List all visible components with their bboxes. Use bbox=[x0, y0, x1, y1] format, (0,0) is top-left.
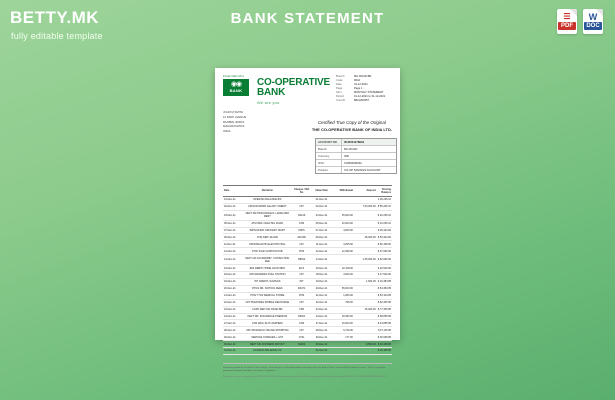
table-row bbox=[223, 341, 392, 348]
cell-value-date: 23-Dec-21 bbox=[312, 306, 331, 313]
table-row bbox=[223, 203, 392, 210]
cell-balance: 8,10,245.10 bbox=[377, 220, 392, 227]
table-header bbox=[223, 185, 392, 196]
cell-deposit bbox=[354, 196, 377, 203]
cell-date: 07-Dec-21 bbox=[223, 227, 244, 234]
cell-date: 12-Dec-21 bbox=[223, 248, 244, 255]
cell-deposit bbox=[354, 210, 377, 220]
cell-date: 19-Dec-21 bbox=[223, 278, 244, 285]
cell-reference: N2129 bbox=[291, 210, 312, 220]
cell-withdrawal bbox=[331, 196, 354, 203]
cell-reference: ATM bbox=[291, 220, 312, 227]
column-closing-balance: Closing Balance bbox=[377, 185, 392, 196]
word-w-icon: W bbox=[588, 12, 598, 22]
cell-date: 30-Dec-21 bbox=[223, 341, 244, 348]
account-key: IFSC bbox=[316, 160, 342, 166]
address-line: 12 PARK AVENUE bbox=[223, 114, 247, 119]
cell-reference: UPI bbox=[291, 272, 312, 279]
account-row bbox=[316, 167, 396, 173]
statement-meta bbox=[336, 75, 392, 103]
cell-narration: INT CREDIT- SAVINGS bbox=[244, 278, 292, 285]
cell-value-date: 01-Dec-21 bbox=[312, 196, 331, 203]
cell-value-date: 29-Dec-21 bbox=[312, 334, 331, 341]
cell-value-date: 20-Dec-21 bbox=[312, 285, 331, 292]
cell-deposit bbox=[354, 348, 377, 355]
cell-date: 02-Dec-21 bbox=[223, 203, 244, 210]
meta-value: 31-12-2021 bbox=[354, 83, 368, 87]
cell-value-date: 22-Dec-21 bbox=[312, 299, 331, 306]
cell-date: 05-Dec-21 bbox=[223, 220, 244, 227]
address-line: INDIA bbox=[223, 129, 231, 133]
table-row bbox=[223, 334, 392, 341]
cell-withdrawal bbox=[331, 278, 354, 285]
cell-withdrawal: 3,265.00 bbox=[331, 241, 354, 248]
cell-withdrawal bbox=[331, 348, 354, 355]
account-value: 0042001178934 bbox=[344, 139, 365, 144]
cell-balance: 8,54,384.85 bbox=[377, 285, 392, 292]
cell-balance: 8,53,104.85 bbox=[377, 292, 392, 299]
table-row bbox=[223, 272, 392, 279]
cell-deposit bbox=[354, 265, 377, 272]
cell-date: 01-Dec-21 bbox=[223, 196, 244, 203]
cell-value-date: 28-Dec-21 bbox=[312, 327, 331, 334]
cell-value-date: 14-Dec-21 bbox=[312, 255, 331, 265]
cell-withdrawal bbox=[331, 306, 354, 313]
account-row bbox=[316, 139, 396, 146]
account-row bbox=[316, 160, 396, 167]
cell-reference: R4471 bbox=[291, 285, 312, 292]
table-row bbox=[223, 241, 392, 248]
page-title: BANK STATEMENT bbox=[230, 10, 385, 27]
cell-withdrawal bbox=[331, 203, 354, 210]
table-row bbox=[223, 220, 392, 227]
brand-name: BETTY bbox=[10, 8, 67, 27]
page-header bbox=[0, 0, 615, 52]
bank-name: CO-OPERATIVE BANK bbox=[257, 77, 330, 98]
cell-deposit bbox=[354, 292, 377, 299]
meta-key: Code bbox=[336, 79, 343, 83]
cell-deposit: 48,000.00 bbox=[354, 234, 377, 241]
cell-reference: 442190 bbox=[291, 234, 312, 241]
certification-line-1: Certified True Copy of the Original bbox=[317, 120, 386, 125]
account-row bbox=[316, 146, 396, 153]
cell-balance: 1,05,245.10 bbox=[377, 196, 392, 203]
cell-date: 22-Dec-21 bbox=[223, 299, 244, 306]
cell-deposit bbox=[354, 227, 377, 234]
account-value: INR bbox=[344, 153, 349, 158]
table-row bbox=[223, 348, 392, 355]
table-row bbox=[223, 265, 392, 272]
cell-narration: UPI/ 551203994/ MOBILE RECHARGE bbox=[244, 299, 292, 306]
meta-key: Branch bbox=[336, 75, 345, 78]
cell-narration: SERVICE CHARGES + GST bbox=[244, 334, 292, 341]
bank-name-block bbox=[257, 75, 336, 105]
account-key: Product bbox=[316, 167, 342, 173]
cell-deposit bbox=[354, 272, 377, 279]
cell-balance: 8,36,938.85 bbox=[377, 334, 392, 341]
cell-value-date: 09-Dec-21 bbox=[312, 234, 331, 241]
footnote-line-2: For queries contact customer care 1800 000 0042 | The Co-operative Bank of India Ltd. Registered Office: MG Road, Mumbai 400001. CIN: L65110MH1952PLC009871. bbox=[223, 375, 387, 378]
cell-reference: UPI bbox=[291, 203, 312, 210]
meta-value: MONTHLY STATEMENT bbox=[354, 91, 384, 95]
cell-balance: 8,46,438.85 bbox=[377, 348, 392, 355]
cell-reference: ATM bbox=[291, 320, 312, 327]
brand-suffix: .MK bbox=[66, 8, 100, 27]
cell-date: 28-Dec-21 bbox=[223, 327, 244, 334]
table-row bbox=[223, 227, 392, 234]
cell-narration: POS/ 7719/ MEDICAL STORE bbox=[244, 292, 292, 299]
cell-withdrawal: 3,000.00 bbox=[331, 272, 354, 279]
cell-reference: CSH bbox=[291, 306, 312, 313]
cell-date: 24-Dec-21 bbox=[223, 313, 244, 320]
cell-date: 20-Dec-21 bbox=[223, 285, 244, 292]
cell-balance: 8,50,159.60 bbox=[377, 241, 392, 248]
table-body bbox=[223, 196, 392, 354]
bank-statement-page[interactable] bbox=[215, 68, 400, 378]
cell-reference bbox=[291, 196, 312, 203]
cell-date: 03-Dec-21 bbox=[223, 210, 244, 220]
pdf-badge-label: PDF bbox=[558, 22, 576, 30]
cell-deposit bbox=[354, 241, 377, 248]
cell-deposit bbox=[354, 248, 377, 255]
cell-narration: CASH DEP/ MG ROAD BR bbox=[244, 306, 292, 313]
cell-value-date: 27-Dec-21 bbox=[312, 320, 331, 327]
cell-reference: UPI bbox=[291, 241, 312, 248]
cell-narration: RTGS DR- SCHOOL FEES bbox=[244, 285, 292, 292]
table-row bbox=[223, 278, 392, 285]
cell-value-date: 05-Dec-21 bbox=[312, 220, 331, 227]
account-details-box bbox=[315, 138, 397, 174]
address-line: MUMBAI 400001 bbox=[223, 119, 245, 124]
cell-withdrawal: 18,450.00 bbox=[331, 313, 354, 320]
cell-reference: CHG bbox=[291, 334, 312, 341]
customer-address bbox=[223, 110, 269, 134]
cell-reference: UPI bbox=[291, 299, 312, 306]
bank-logo-word: BANK bbox=[229, 88, 243, 93]
table-row bbox=[223, 292, 392, 299]
cell-value-date: 12-Dec-21 bbox=[312, 248, 331, 255]
cell-narration: ATM WDL/ 0042/ MG ROAD bbox=[244, 220, 292, 227]
cell-value-date: 16-Dec-21 bbox=[312, 265, 331, 272]
cell-value-date: 21-Dec-21 bbox=[312, 292, 331, 299]
table-row bbox=[223, 210, 392, 220]
cell-withdrawal: 42,118.00 bbox=[331, 265, 354, 272]
word-badge-label: DOC bbox=[584, 22, 602, 30]
cell-narration: NEFT DR-HDFC0000123- LANDLORD RENT bbox=[244, 210, 292, 220]
cell-reference: UPI bbox=[291, 327, 312, 334]
pdf-lines-icon: ☰ bbox=[563, 12, 571, 21]
column-date: Date bbox=[223, 185, 244, 196]
cell-narration: UPI/ 660184221/ ONLINE SHOPPING bbox=[244, 327, 292, 334]
cell-value-date: 02-Dec-21 bbox=[312, 203, 331, 210]
column-value-date: Value Date bbox=[312, 185, 331, 196]
cell-reference bbox=[291, 348, 312, 355]
file-format-badges bbox=[557, 9, 603, 34]
cell-date: 14-Dec-21 bbox=[223, 255, 244, 265]
cell-balance: 8,37,660.60 bbox=[377, 248, 392, 255]
two-circles-icon: ◉◉ bbox=[230, 81, 242, 88]
table-row bbox=[223, 255, 392, 265]
cell-deposit bbox=[354, 299, 377, 306]
cell-date: 29-Dec-21 bbox=[223, 334, 244, 341]
cell-reference: ECS bbox=[291, 265, 312, 272]
cell-balance: 8,46,438.85 bbox=[377, 341, 392, 348]
cell-value-date: 31-Dec-21 bbox=[312, 348, 331, 355]
footnote-line-1: Statement printed by the Bank. Unless Entry is found incorrect or disputed within seven days from the date of issue, entries will be treated as correct. This is a computer generated statement and does not require a signature. bbox=[223, 366, 386, 373]
table-row bbox=[223, 248, 392, 255]
cell-deposit bbox=[354, 285, 377, 292]
table-row bbox=[223, 313, 392, 320]
cell-date: 18-Dec-21 bbox=[223, 272, 244, 279]
cell-withdrawal: 1,280.00 bbox=[331, 292, 354, 299]
cell-narration: EMI DEBIT/ HOME LOAN 9981 bbox=[244, 265, 292, 272]
cell-date: 11-Dec-21 bbox=[223, 241, 244, 248]
meta-value: Page 1 bbox=[354, 87, 363, 91]
cell-balance: 8,53,424.60 bbox=[377, 234, 392, 241]
cell-deposit: 9,500.00 bbox=[354, 341, 377, 348]
cell-date: 09-Dec-21 bbox=[223, 234, 244, 241]
cell-balance: 8,77,305.85 bbox=[377, 306, 392, 313]
table-row bbox=[223, 196, 392, 203]
cell-withdrawal bbox=[331, 234, 354, 241]
cell-deposit bbox=[354, 220, 377, 227]
cell-withdrawal: 35,000.00 bbox=[331, 210, 354, 220]
cell-narration: IMPS/12409/ GROCERY MART bbox=[244, 227, 292, 234]
cell-deposit: 25,000.00 bbox=[354, 306, 377, 313]
cell-narration: OPENING BALANCE B/F bbox=[244, 196, 292, 203]
meta-key: Stmt bbox=[336, 91, 342, 95]
meta-value: 8841200357 bbox=[354, 99, 369, 103]
address-line: MAHARASHTRA bbox=[223, 124, 245, 129]
cell-narration: UPI/204310099/ SALARY CREDIT bbox=[244, 203, 292, 210]
certification-block bbox=[312, 110, 392, 133]
cell-reference: POS bbox=[291, 292, 312, 299]
word-file-badge[interactable] bbox=[583, 9, 603, 34]
cell-reference: INT bbox=[291, 278, 312, 285]
cell-value-date: 11-Dec-21 bbox=[312, 241, 331, 248]
column-withdrawal: Withdrawal bbox=[331, 185, 354, 196]
bank-slogan: We are you bbox=[257, 100, 280, 105]
address-and-certification bbox=[223, 110, 392, 134]
cell-balance: 9,62,660.60 bbox=[377, 255, 392, 265]
table-row bbox=[223, 285, 392, 292]
meta-value: 0042 bbox=[354, 79, 360, 83]
transactions-table bbox=[223, 185, 392, 355]
column-deposit: Deposit bbox=[354, 185, 377, 196]
cell-value-date: 03-Dec-21 bbox=[312, 210, 331, 220]
account-value: CO-OP SAVINGS ACCOUNT bbox=[344, 167, 381, 172]
cell-narration: NEFT CR-ICIC0000987- CONSULTING FEE bbox=[244, 255, 292, 265]
statement-footnote bbox=[223, 363, 392, 380]
cell-withdrawal bbox=[331, 255, 354, 265]
cell-narration: CHQ DEP/ 442190 bbox=[244, 234, 292, 241]
cell-withdrawal: 177.00 bbox=[331, 334, 354, 341]
cell-narration: NEFT CR- DIVIDEND PAYOUT bbox=[244, 341, 292, 348]
account-key: ACCOUNT NO bbox=[316, 139, 342, 145]
table-row bbox=[223, 234, 392, 241]
account-key: Currency bbox=[316, 153, 342, 159]
cell-reference: N1184 bbox=[291, 341, 312, 348]
cell-balance: 9,19,384.85 bbox=[377, 278, 392, 285]
cell-narration: ATM WDL/ 0117/ ANDHERI bbox=[244, 320, 292, 327]
cell-withdrawal: 65,000.00 bbox=[331, 285, 354, 292]
bank-logo bbox=[223, 75, 257, 96]
cell-balance: 8,55,245.10 bbox=[377, 203, 392, 210]
cell-deposit bbox=[354, 334, 377, 341]
statement-header bbox=[223, 75, 392, 105]
cell-value-date: 24-Dec-21 bbox=[312, 313, 331, 320]
meta-value: 01-12-2021 to 31-12-2021 bbox=[354, 95, 386, 99]
cell-date: 31-Dec-21 bbox=[223, 348, 244, 355]
column-reference: Cheque / Ref No bbox=[291, 185, 312, 196]
cell-balance: 8,20,245.10 bbox=[377, 210, 392, 220]
cell-narration: NEFT DR- INSURANCE PREMIUM bbox=[244, 313, 292, 320]
meta-key: Cust ID bbox=[336, 99, 345, 103]
cell-reference: N8812 bbox=[291, 255, 312, 265]
account-key: Branch bbox=[316, 146, 342, 152]
cell-narration: UPI/441920830/ FUEL STATION bbox=[244, 272, 292, 279]
cell-balance: 8,37,115.85 bbox=[377, 327, 392, 334]
cell-deposit bbox=[354, 327, 377, 334]
column-narration: Narration bbox=[244, 185, 292, 196]
brand-tagline: fully editable template bbox=[11, 31, 103, 41]
cell-value-date: 18-Dec-21 bbox=[312, 272, 331, 279]
cell-balance: 8,52,305.85 bbox=[377, 299, 392, 306]
table-row bbox=[223, 327, 392, 334]
address-line: JOHN M SMITH bbox=[223, 110, 244, 114]
cell-deposit: 1,842.25 bbox=[354, 278, 377, 285]
bank-logo-subtext: Kotak Mahindra bbox=[223, 75, 244, 78]
cell-value-date: 07-Dec-21 bbox=[312, 227, 331, 234]
meta-value: MG ROAD BR bbox=[354, 75, 372, 78]
meta-key: Period bbox=[336, 95, 344, 99]
cell-withdrawal: 15,000.00 bbox=[331, 320, 354, 327]
cell-deposit bbox=[354, 313, 377, 320]
cell-withdrawal: 799.00 bbox=[331, 299, 354, 306]
account-value: COBI0000042 bbox=[344, 160, 362, 165]
cell-value-date: 30-Dec-21 bbox=[312, 341, 331, 348]
cell-withdrawal: 6,740.00 bbox=[331, 327, 354, 334]
cell-deposit: 1,25,000.00 bbox=[354, 255, 377, 265]
cell-balance: 8,05,424.60 bbox=[377, 227, 392, 234]
cell-balance: 9,20,542.60 bbox=[377, 265, 392, 272]
cell-date: 16-Dec-21 bbox=[223, 265, 244, 272]
table-row bbox=[223, 299, 392, 306]
cell-value-date: 19-Dec-21 bbox=[312, 278, 331, 285]
cell-narration: POS/ 5412/ FASHION HUB bbox=[244, 248, 292, 255]
account-value: MG ROAD bbox=[344, 146, 358, 151]
cell-balance: 9,17,542.60 bbox=[377, 272, 392, 279]
cell-deposit: 7,50,000.00 bbox=[354, 203, 377, 210]
cell-withdrawal: 4,820.50 bbox=[331, 227, 354, 234]
cell-withdrawal: 10,000.00 bbox=[331, 220, 354, 227]
cell-reference: IMPS bbox=[291, 227, 312, 234]
cell-withdrawal: 12,499.00 bbox=[331, 248, 354, 255]
cell-reference: POS bbox=[291, 248, 312, 255]
table-header-row bbox=[223, 185, 392, 196]
cell-date: 27-Dec-21 bbox=[223, 320, 244, 327]
table-row bbox=[223, 320, 392, 327]
cell-reference: N9021 bbox=[291, 313, 312, 320]
account-row bbox=[316, 153, 396, 160]
cell-balance: 8,43,855.85 bbox=[377, 320, 392, 327]
meta-row bbox=[336, 99, 392, 103]
bank-logo-mark bbox=[223, 79, 249, 96]
table-row bbox=[223, 306, 392, 313]
cell-date: 23-Dec-21 bbox=[223, 306, 244, 313]
meta-key: Page bbox=[336, 87, 343, 91]
cell-narration: CLOSING BALANCE C/F bbox=[244, 348, 292, 355]
cell-deposit bbox=[354, 320, 377, 327]
cell-balance: 8,58,855.85 bbox=[377, 313, 392, 320]
cell-date: 21-Dec-21 bbox=[223, 292, 244, 299]
cell-withdrawal bbox=[331, 341, 354, 348]
certification-line-2: THE CO-OPERATIVE BANK OF INDIA LTD. bbox=[311, 126, 392, 132]
meta-key: Date bbox=[336, 83, 342, 87]
pdf-file-badge[interactable] bbox=[557, 9, 577, 34]
cell-narration: UPI/309411276/ ELECTRIC BILL bbox=[244, 241, 292, 248]
